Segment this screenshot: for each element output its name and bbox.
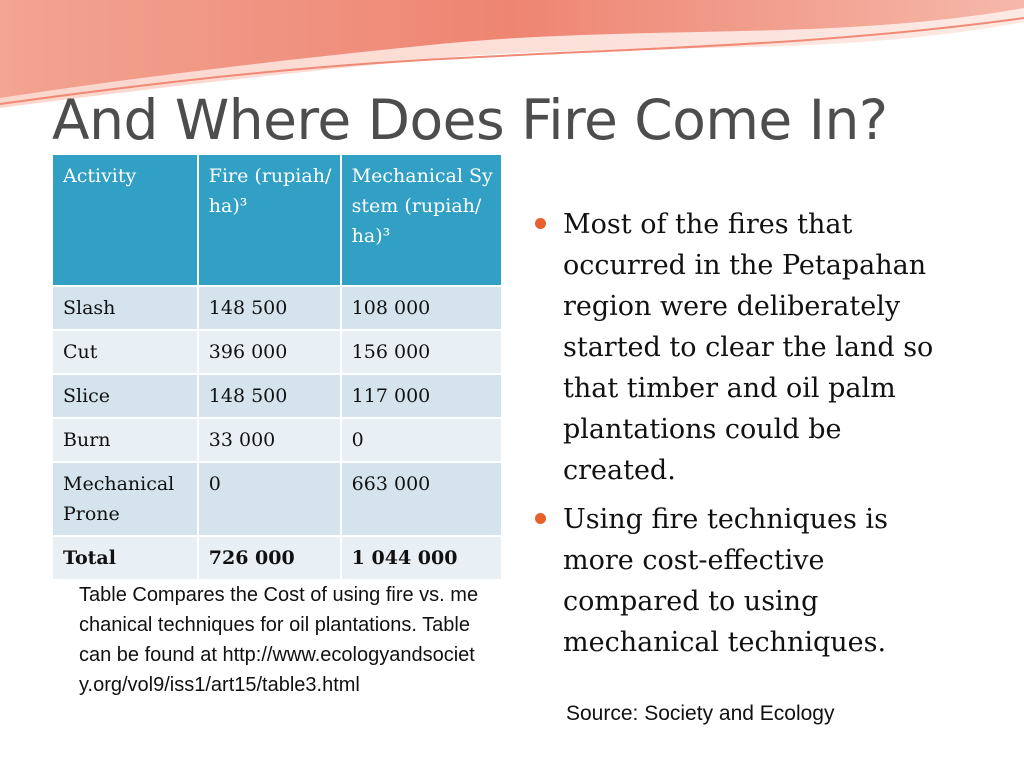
table-row bbox=[52, 418, 502, 462]
cell-total-label: Total bbox=[52, 536, 198, 580]
table-header-row bbox=[52, 154, 502, 286]
bullet-item bbox=[533, 499, 953, 663]
bullet-dot-icon bbox=[535, 218, 546, 229]
table-row bbox=[52, 462, 502, 536]
cell-fire-cost: 396 000 bbox=[198, 330, 341, 374]
bullet-text: Most of the fires that occurred in the Petapahan region were deliberately started to clear the land so that timber and oil palm plantations could be created. bbox=[563, 209, 934, 486]
cell-fire-cost: 33 000 bbox=[198, 418, 341, 462]
table-total-row bbox=[52, 536, 502, 580]
table-row bbox=[52, 286, 502, 330]
cell-activity: Cut bbox=[52, 330, 198, 374]
cell-activity: Slice bbox=[52, 374, 198, 418]
source-note: Source: Society and Ecology bbox=[566, 702, 835, 725]
cell-mechanical-cost: 156 000 bbox=[341, 330, 502, 374]
cell-mechanical-cost: 108 000 bbox=[341, 286, 502, 330]
cell-activity: Slash bbox=[52, 286, 198, 330]
table-caption: Table Compares the Cost of using fire vs. mechanical techniques for oil plantations. Table can be found at http://www.ecologyandsociety.org/vol9/iss1/art15/table3.html bbox=[79, 584, 479, 696]
header-activity: Activity bbox=[52, 154, 198, 286]
header-mechanical-system: Mechanical System (rupiah/ha)³ bbox=[341, 154, 502, 286]
header-fire: Fire (rupiah/ha)³ bbox=[198, 154, 341, 286]
cell-fire-cost: 0 bbox=[198, 462, 341, 536]
slide-title: And Where Does Fire Come In? bbox=[52, 88, 888, 152]
cell-mechanical-cost: 117 000 bbox=[341, 374, 502, 418]
bullet-list bbox=[533, 204, 953, 671]
bullet-dot-icon bbox=[535, 513, 546, 524]
cell-activity: Mechanical Prone bbox=[52, 462, 198, 536]
bullet-text: Using fire techniques is more cost-effective compared to using mechanical techniques. bbox=[563, 504, 888, 658]
cell-fire-cost: 148 500 bbox=[198, 374, 341, 418]
table-row bbox=[52, 374, 502, 418]
cell-fire-cost: 148 500 bbox=[198, 286, 341, 330]
cell-total-fire: 726 000 bbox=[198, 536, 341, 580]
cell-activity: Burn bbox=[52, 418, 198, 462]
cell-mechanical-cost: 0 bbox=[341, 418, 502, 462]
cost-comparison-table bbox=[51, 153, 503, 581]
bullet-item bbox=[533, 204, 953, 491]
cell-total-mechanical: 1 044 000 bbox=[341, 536, 502, 580]
table-row bbox=[52, 330, 502, 374]
cell-mechanical-cost: 663 000 bbox=[341, 462, 502, 536]
